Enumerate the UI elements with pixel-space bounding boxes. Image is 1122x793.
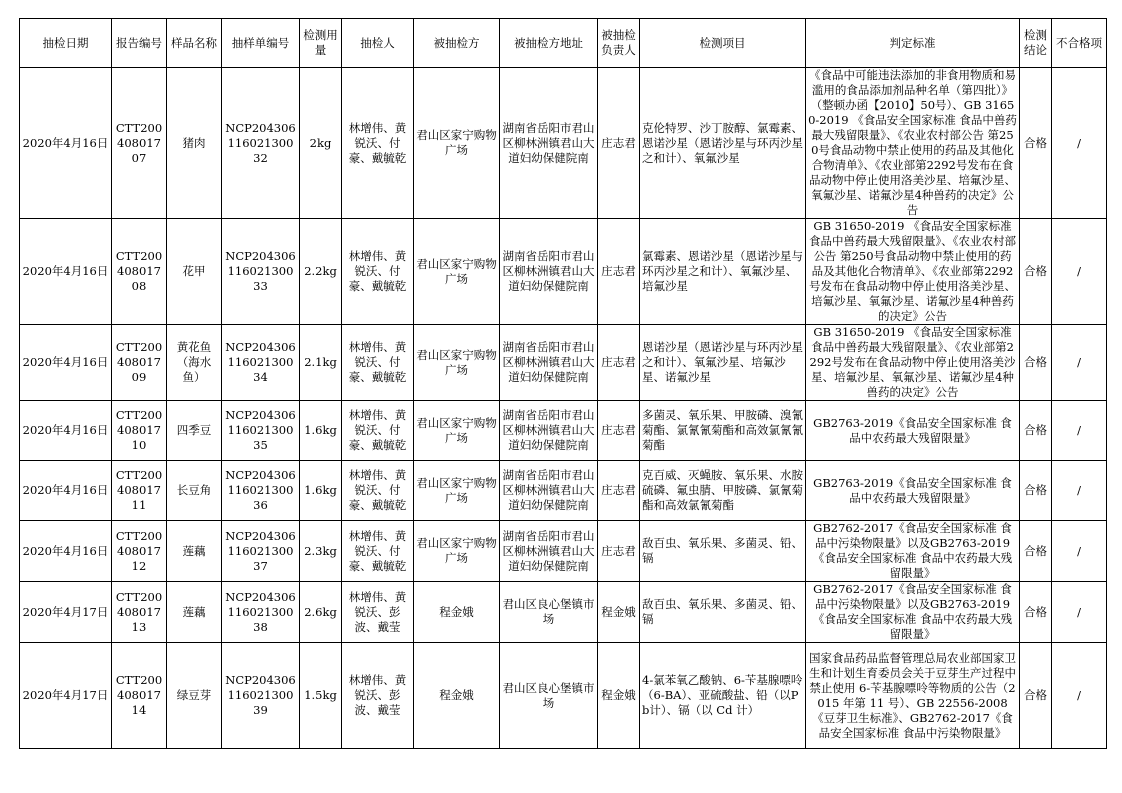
cell-fail: / [1052, 68, 1107, 219]
cell-date: 2020年4月17日 [20, 582, 112, 643]
cell-address: 君山区良心堡镇市场 [500, 643, 598, 749]
header-inspector: 抽检人 [342, 19, 414, 68]
cell-items: 恩诺沙星（恩诺沙星与环丙沙星之和计）、氧氟沙星、培氟沙星、诺氟沙星 [640, 325, 806, 401]
cell-sample: 猪肉 [167, 68, 222, 219]
cell-standard: 《食品中可能违法添加的非食用物质和易滥用的食品添加剂品种名单（第四批）》（整顿办函【2010】50号）、GB 31650-2019 《食品安全国家标准 食品中兽药最大残留限量》、《农业农村部公告 第250号食品动物中禁止使用的药品及其他化合物清单》、《农业部第2292号发布在食品动物中停止使用洛美沙星、培氟沙星、氧氟沙星、诺氟沙星4种兽药的决定》公告 [806, 68, 1020, 219]
cell-sheet: NCP20430611602130033 [222, 219, 300, 325]
cell-report: CTT20040801714 [112, 643, 167, 749]
cell-sheet: NCP20430611602130032 [222, 68, 300, 219]
cell-sheet: NCP20430611602130039 [222, 643, 300, 749]
cell-fail: / [1052, 643, 1107, 749]
cell-items: 氯霉素、恩诺沙星（恩诺沙星与环丙沙星之和计）、氧氟沙星、培氟沙星 [640, 219, 806, 325]
cell-party: 君山区家宁购物广场 [414, 68, 500, 219]
cell-address: 湖南省岳阳市君山区柳林洲镇君山大道妇幼保健院南 [500, 461, 598, 521]
cell-result: 合格 [1020, 461, 1052, 521]
cell-person: 庄志君 [598, 219, 640, 325]
cell-address: 湖南省岳阳市君山区柳林洲镇君山大道妇幼保健院南 [500, 325, 598, 401]
cell-address: 湖南省岳阳市君山区柳林洲镇君山大道妇幼保健院南 [500, 68, 598, 219]
cell-party: 君山区家宁购物广场 [414, 401, 500, 461]
header-report: 报告编号 [112, 19, 167, 68]
cell-report: CTT20040801710 [112, 401, 167, 461]
cell-items: 克伦特罗、沙丁胺醇、氯霉素、恩诺沙星（恩诺沙星与环丙沙星之和计）、氧氟沙星 [640, 68, 806, 219]
header-sheet: 抽样单编号 [222, 19, 300, 68]
cell-report: CTT20040801708 [112, 219, 167, 325]
cell-fail: / [1052, 582, 1107, 643]
cell-party: 程金娥 [414, 582, 500, 643]
cell-standard: GB 31650-2019 《食品安全国家标准 食品中兽药最大残留限量》、《农业农村部公告 第250号食品动物中禁止使用的药品及其他化合物清单》、《农业部第2292号发布在食品动物中停止使用洛美沙星、培氟沙星、氧氟沙星、诺氟沙星4种兽药的决定》公告 [806, 219, 1020, 325]
cell-standard: GB2762-2017《食品安全国家标准 食品中污染物限量》以及GB2763-2019《食品安全国家标准 食品中农药最大残留限量》 [806, 582, 1020, 643]
cell-date: 2020年4月17日 [20, 643, 112, 749]
cell-inspector: 林增伟、黄锐沃、付豪、戴毓乾 [342, 68, 414, 219]
cell-inspector: 林增伟、黄锐沃、彭波、戴莹 [342, 643, 414, 749]
cell-date: 2020年4月16日 [20, 219, 112, 325]
cell-address: 君山区良心堡镇市场 [500, 582, 598, 643]
cell-address: 湖南省岳阳市君山区柳林洲镇君山大道妇幼保健院南 [500, 401, 598, 461]
table-row [20, 582, 1107, 643]
cell-date: 2020年4月16日 [20, 401, 112, 461]
header-result: 检测结论 [1020, 19, 1052, 68]
cell-date: 2020年4月16日 [20, 461, 112, 521]
header-items: 检测项目 [640, 19, 806, 68]
cell-sample: 长豆角 [167, 461, 222, 521]
cell-party: 君山区家宁购物广场 [414, 219, 500, 325]
cell-inspector: 林增伟、黄锐沃、彭波、戴莹 [342, 582, 414, 643]
cell-fail: / [1052, 521, 1107, 582]
cell-result: 合格 [1020, 219, 1052, 325]
table-row [20, 521, 1107, 582]
header-fail: 不合格项 [1052, 19, 1107, 68]
cell-sample: 绿豆芽 [167, 643, 222, 749]
cell-sheet: NCP20430611602130035 [222, 401, 300, 461]
cell-standard: GB 31650-2019 《食品安全国家标准 食品中兽药最大残留限量》、《农业部第2292号发布在食品动物中停止使用洛美沙星、培氟沙星、氧氟沙星、诺氟沙星4种兽药的决定》公告 [806, 325, 1020, 401]
cell-amount: 1.6kg [300, 401, 342, 461]
cell-inspector: 林增伟、黄锐沃、付豪、戴毓乾 [342, 521, 414, 582]
table-row [20, 643, 1107, 749]
cell-person: 庄志君 [598, 521, 640, 582]
header-amount: 检测用量 [300, 19, 342, 68]
cell-sample: 花甲 [167, 219, 222, 325]
cell-result: 合格 [1020, 582, 1052, 643]
cell-items: 敌百虫、氧乐果、多菌灵、铅、镉 [640, 521, 806, 582]
cell-result: 合格 [1020, 643, 1052, 749]
cell-sheet: NCP20430611602130034 [222, 325, 300, 401]
header-party: 被抽检方 [414, 19, 500, 68]
cell-standard: GB2763-2019《食品安全国家标准 食品中农药最大残留限量》 [806, 401, 1020, 461]
cell-standard: 国家食品药品监督管理总局农业部国家卫生和计划生育委员会关于豆芽生产过程中禁止使用 6-苄基腺嘌呤等物质的公告（2015 年第 11 号）、GB 22556-2008 《豆芽卫生标准》、GB2762-2017《食品安全国家标准 食品中污染物限量》 [806, 643, 1020, 749]
cell-report: CTT20040801711 [112, 461, 167, 521]
cell-items: 克百威、灭蝇胺、氧乐果、水胺硫磷、氟虫腈、甲胺磷、氯氰菊酯和高效氯氰菊酯 [640, 461, 806, 521]
header-standard: 判定标准 [806, 19, 1020, 68]
cell-amount: 2.6kg [300, 582, 342, 643]
cell-result: 合格 [1020, 68, 1052, 219]
cell-sheet: NCP20430611602130037 [222, 521, 300, 582]
header-sample: 样品名称 [167, 19, 222, 68]
cell-amount: 1.5kg [300, 643, 342, 749]
cell-person: 程金娥 [598, 643, 640, 749]
header-date: 抽检日期 [20, 19, 112, 68]
cell-amount: 2.1kg [300, 325, 342, 401]
cell-party: 程金娥 [414, 643, 500, 749]
inspection-table [19, 18, 1107, 749]
cell-inspector: 林增伟、黄锐沃、付豪、戴毓乾 [342, 219, 414, 325]
cell-party: 君山区家宁购物广场 [414, 521, 500, 582]
cell-result: 合格 [1020, 521, 1052, 582]
header-person: 被抽检负责人 [598, 19, 640, 68]
table-row [20, 68, 1107, 219]
cell-inspector: 林增伟、黄锐沃、付豪、戴毓乾 [342, 325, 414, 401]
cell-standard: GB2763-2019《食品安全国家标准 食品中农药最大残留限量》 [806, 461, 1020, 521]
cell-address: 湖南省岳阳市君山区柳林洲镇君山大道妇幼保健院南 [500, 521, 598, 582]
cell-items: 敌百虫、氧乐果、多菌灵、铅、镉 [640, 582, 806, 643]
header-row [20, 19, 1107, 68]
cell-person: 程金娥 [598, 582, 640, 643]
cell-sample: 莲藕 [167, 521, 222, 582]
cell-sample: 四季豆 [167, 401, 222, 461]
table-row [20, 219, 1107, 325]
cell-amount: 2.2kg [300, 219, 342, 325]
cell-items: 4-氯苯氧乙酸钠、6-苄基腺嘌呤（6-BA）、亚硫酸盐、铅（以Pb计）、镉（以 Cd 计） [640, 643, 806, 749]
cell-amount: 2kg [300, 68, 342, 219]
cell-amount: 2.3kg [300, 521, 342, 582]
cell-standard: GB2762-2017《食品安全国家标准 食品中污染物限量》以及GB2763-2019《食品安全国家标准 食品中农药最大残留限量》 [806, 521, 1020, 582]
cell-address: 湖南省岳阳市君山区柳林洲镇君山大道妇幼保健院南 [500, 219, 598, 325]
cell-party: 君山区家宁购物广场 [414, 325, 500, 401]
cell-fail: / [1052, 401, 1107, 461]
cell-amount: 1.6kg [300, 461, 342, 521]
cell-report: CTT20040801712 [112, 521, 167, 582]
table-row [20, 325, 1107, 401]
header-address: 被抽检方地址 [500, 19, 598, 68]
cell-party: 君山区家宁购物广场 [414, 461, 500, 521]
cell-fail: / [1052, 219, 1107, 325]
cell-inspector: 林增伟、黄锐沃、付豪、戴毓乾 [342, 461, 414, 521]
cell-result: 合格 [1020, 325, 1052, 401]
cell-result: 合格 [1020, 401, 1052, 461]
cell-items: 多菌灵、氧乐果、甲胺磷、溴氰菊酯、氯氰氰菊酯和高效氯氰氰菊酯 [640, 401, 806, 461]
cell-inspector: 林增伟、黄锐沃、付豪、戴毓乾 [342, 401, 414, 461]
cell-person: 庄志君 [598, 68, 640, 219]
cell-date: 2020年4月16日 [20, 68, 112, 219]
cell-sample: 黄花鱼（海水鱼） [167, 325, 222, 401]
cell-date: 2020年4月16日 [20, 521, 112, 582]
cell-sheet: NCP20430611602130036 [222, 461, 300, 521]
cell-report: CTT20040801707 [112, 68, 167, 219]
cell-fail: / [1052, 461, 1107, 521]
cell-report: CTT20040801713 [112, 582, 167, 643]
cell-date: 2020年4月16日 [20, 325, 112, 401]
table-row [20, 401, 1107, 461]
cell-report: CTT20040801709 [112, 325, 167, 401]
cell-person: 庄志君 [598, 325, 640, 401]
table-row [20, 461, 1107, 521]
cell-sample: 莲藕 [167, 582, 222, 643]
cell-person: 庄志君 [598, 461, 640, 521]
cell-sheet: NCP20430611602130038 [222, 582, 300, 643]
cell-person: 庄志君 [598, 401, 640, 461]
cell-fail: / [1052, 325, 1107, 401]
